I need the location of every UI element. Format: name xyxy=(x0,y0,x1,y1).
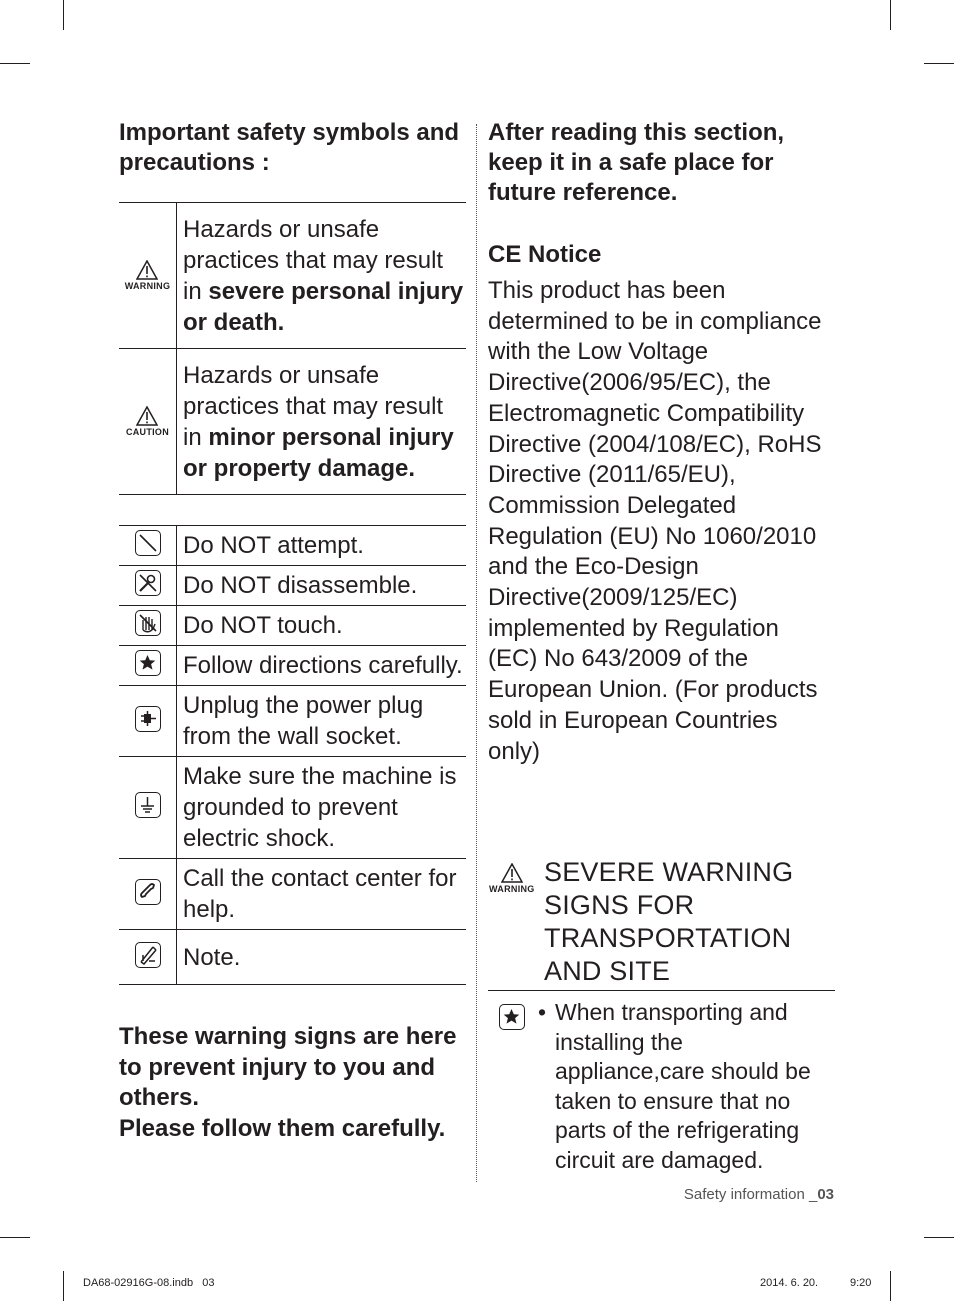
print-time: 9:20 xyxy=(850,1277,872,1289)
prohibit-icon xyxy=(135,530,161,556)
caution-row xyxy=(119,349,466,495)
table-row: Make sure the machine is grounded to prevent electric shock. xyxy=(119,757,466,859)
bullet-dot: • xyxy=(538,999,547,1025)
caution-description: Hazards or unsafe practices that may result in minor personal injury or property damage. xyxy=(177,349,467,495)
table-row: Do NOT attempt. xyxy=(119,526,466,566)
ce-body: This product has been determined to be in compliance with the Low Voltage Directive(2006/95/EC), the Electromagnetic Compatibility Directive (2004/108/EC), RoHS Directive (2011/65/EU), Commission Delegated Regulation (EU) No 1060/2010 and the Eco-Design Directive(2009/125/EC) implemented by Regulation (EC) No 643/2009 of the European Union. (For products sold in European Countries only) xyxy=(488,277,822,765)
warning-row xyxy=(119,203,466,349)
table-row: Do NOT touch. xyxy=(119,606,466,646)
symbol-table xyxy=(119,525,466,985)
page-footer: Safety information _03 xyxy=(683,1186,834,1203)
warning-caution-table xyxy=(119,202,466,495)
star-icon xyxy=(135,650,161,676)
star-icon xyxy=(499,1004,525,1030)
closing-notice: These warning signs are here to prevent injury to you and others. Please follow them carefully. xyxy=(119,1023,457,1142)
crop-mark xyxy=(63,0,64,30)
ground-icon xyxy=(135,792,161,818)
crop-mark xyxy=(924,63,954,64)
no-touch-icon xyxy=(135,610,161,636)
ce-heading: CE Notice xyxy=(488,241,602,268)
warning-icon: WARNING xyxy=(489,863,535,894)
warning-icon: WARNING xyxy=(125,260,171,291)
print-date: 2014. 6. 20. xyxy=(760,1277,819,1289)
crop-mark xyxy=(924,1237,954,1238)
crop-mark xyxy=(890,1271,891,1301)
print-file-name: DA68-02916G-08.indb 03 xyxy=(83,1277,215,1289)
severe-warning-header xyxy=(488,856,835,991)
intro-text: After reading this section, keep it in a safe place for future reference. xyxy=(488,119,785,206)
crop-mark xyxy=(0,1237,30,1238)
crop-mark xyxy=(0,63,30,64)
column-divider xyxy=(476,124,477,1182)
symbols-title: Important safety symbols and precautions : xyxy=(119,119,460,176)
bullet-text: When transporting and installing the appliance,care should be taken to ensure that no parts of the refrigerating circuit are damaged. xyxy=(555,999,811,1173)
unplug-icon xyxy=(135,706,161,732)
severe-warning-title: SEVERE WARNING SIGNS FOR TRANSPORTATION AND SITE xyxy=(544,857,794,986)
right-column xyxy=(488,118,835,1173)
no-disassemble-icon xyxy=(135,570,161,596)
caution-icon: CAUTION xyxy=(126,406,169,437)
table-row: Unplug the power plug from the wall socket. xyxy=(119,686,466,757)
table-row: Note. xyxy=(119,930,466,985)
transport-bullet xyxy=(488,998,835,1176)
note-icon xyxy=(135,942,161,968)
table-row: Follow directions carefully. xyxy=(119,646,466,686)
crop-mark xyxy=(890,0,891,30)
left-column xyxy=(119,118,466,1144)
phone-icon xyxy=(135,879,161,905)
crop-mark xyxy=(63,1271,64,1301)
table-row: Call the contact center for help. xyxy=(119,859,466,930)
table-row: Do NOT disassemble. xyxy=(119,566,466,606)
warning-description: Hazards or unsafe practices that may result in severe personal injury or death. xyxy=(177,203,467,349)
